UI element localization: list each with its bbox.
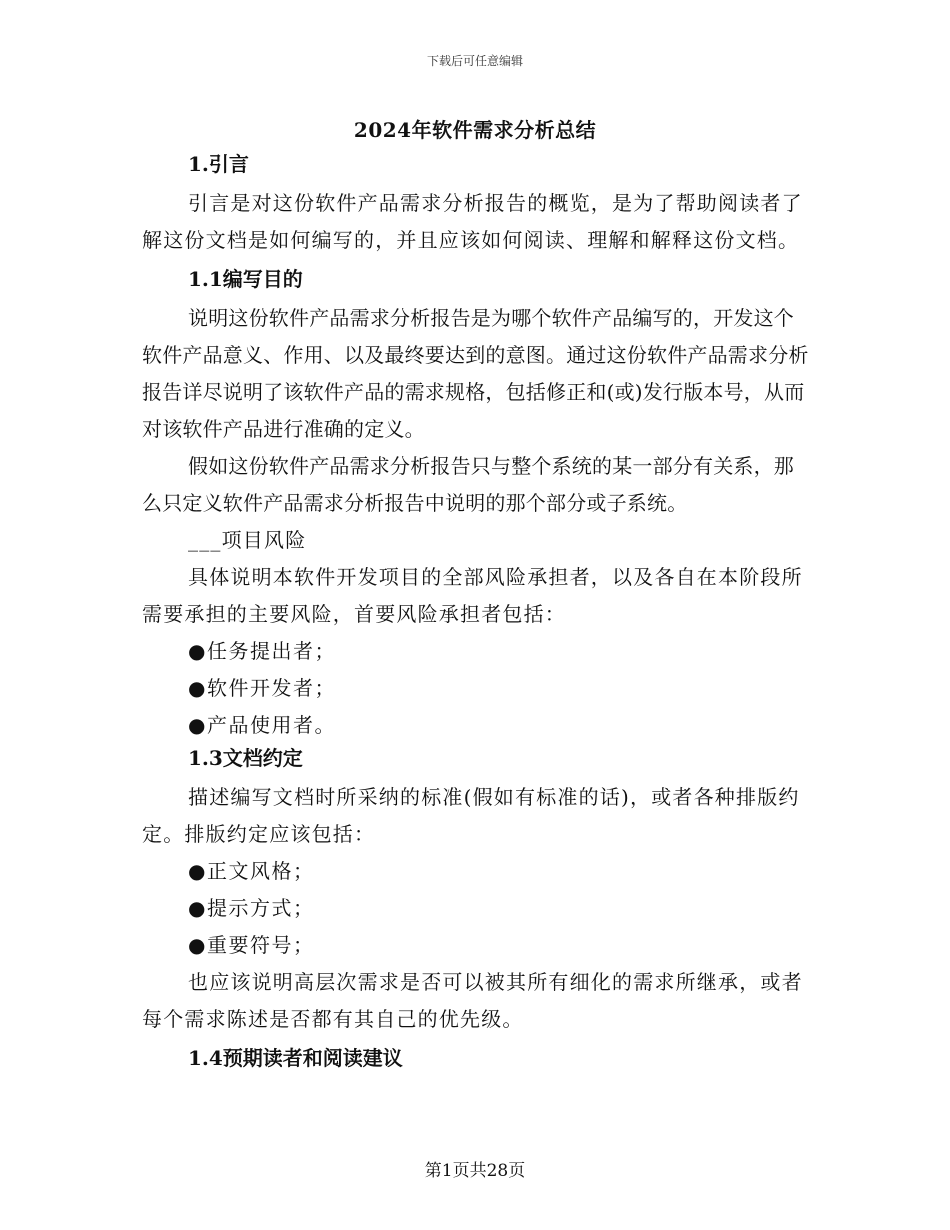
section-1-2-paragraph: 具体说明本软件开发项目的全部风险承担者，以及各自在本阶段所需要承担的主要风险，首要风险承担者包括： [142, 565, 803, 626]
section-1-4-heading: 1.4预期读者和阅读建议 [188, 1046, 403, 1070]
list-item: ●软件开发者； [188, 676, 336, 700]
list-item: ●提示方式； [188, 896, 315, 920]
section-1-paragraph: 引言是对这份软件产品需求分析报告的概览，是为了帮助阅读者了解这份文档是如何编写的，并且应该如何阅读、理解和解释这份文档。 [142, 191, 803, 252]
section-1-1-heading: 1.1编写目的 [188, 267, 303, 291]
section-1-1-paragraph-1: 说明这份软件产品需求分析报告是为哪个软件产品编写的，开发这个软件产品意义、作用、以及最终要达到的意图。通过这份软件产品需求分析报告详尽说明了该软件产品的需求规格，包括修正和(或)发行版本号，从而对该软件产品进行准确的定义。 [142, 306, 809, 441]
list-item: ●产品使用者。 [188, 713, 336, 737]
list-item: ●正文风格； [188, 859, 315, 883]
section-1-1-paragraph-2: 假如这份软件产品需求分析报告只与整个系统的某一部分有关系，那么只定义软件产品需求分析报告中说明的那个部分或子系统。 [142, 454, 794, 515]
section-1-3-paragraph-1: 描述编写文档时所采纳的标准(假如有标准的话)，或者各种排版约定。排版约定应该包括： [142, 785, 800, 846]
section-1-3-paragraph-2: 也应该说明高层次需求是否可以被其所有细化的需求所继承，或者每个需求陈述是否都有其自己的优先级。 [142, 970, 803, 1031]
document-title: 2024年软件需求分析总结 [353, 118, 597, 142]
document-body [142, 150, 814, 1079]
section-1-3-heading: 1.3文档约定 [188, 746, 303, 770]
header-note: 下载后可任意编辑 [426, 54, 523, 68]
section-1-2-label: ___项目风险 [188, 528, 307, 552]
list-item: ●任务提出者； [188, 639, 336, 663]
list-item: ●重要符号； [188, 933, 315, 957]
section-1-heading: 1.引言 [188, 152, 249, 176]
page-footer: 第1页共28页 [424, 1161, 526, 1181]
